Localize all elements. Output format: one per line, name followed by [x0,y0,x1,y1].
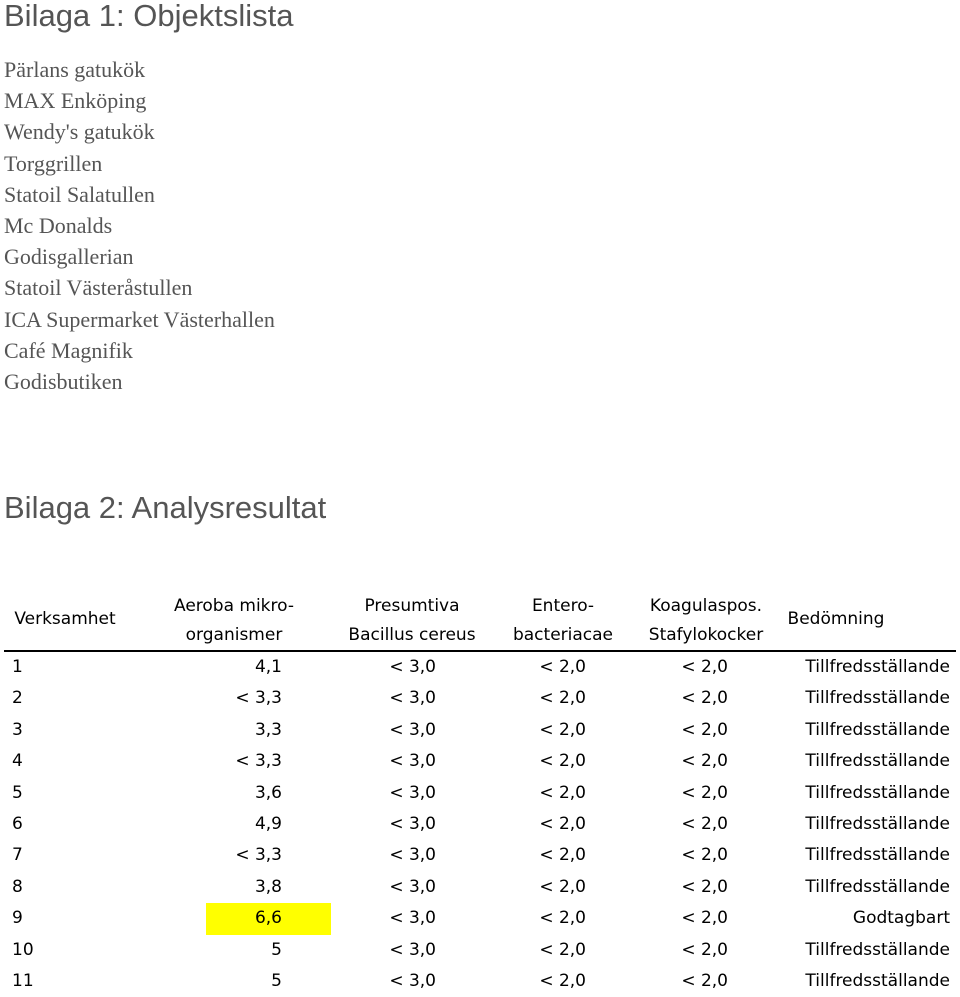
object-list [4,54,275,397]
column-header-label: Bedömning [787,609,885,629]
column-header-label: Entero- [531,596,595,616]
cell-bacillus: < 3,0 [389,782,436,803]
cell-bedomning: Godtagbart [852,908,950,929]
object-list-item: Godisbutiken [4,368,123,394]
column-header-label: Koagulaspos. [649,596,763,616]
cell-aeroba: 3,8 [254,876,282,897]
cell-bedomning: Tillfredsställande [805,845,950,866]
cell-bacillus: < 3,0 [389,719,436,740]
cell-aeroba: 3,3 [254,719,282,740]
column-header-label: Bacillus cereus [348,625,476,645]
cell-entero: < 2,0 [539,657,586,677]
object-list-item: Mc Donalds [4,212,113,238]
cell-bacillus: < 3,0 [389,908,436,929]
cell-verksamhet: 3 [12,719,23,740]
cell-stafylokocker: < 2,0 [681,908,728,929]
cell-entero: < 2,0 [539,782,586,803]
table-row [4,809,956,840]
cell-bedomning: Tillfredsställande [805,939,950,960]
cell-aeroba: 3,6 [254,782,282,803]
cell-bedomning: Tillfredsställande [805,657,950,677]
cell-bacillus: < 3,0 [389,939,436,960]
column-header-verksamhet [4,605,126,634]
table-row [4,778,956,809]
cell-stafylokocker: < 2,0 [681,939,728,960]
column-header-bacillus [334,592,490,650]
object-list-item: ICA Supermarket Västerhallen [4,306,275,332]
column-header-aeroba [154,592,314,650]
object-list-item: Statoil Västeråstullen [4,275,193,301]
cell-aeroba: < 3,3 [235,688,282,709]
cell-stafylokocker: < 2,0 [681,719,728,740]
cell-aeroba: < 3,3 [235,845,282,866]
bilaga-2-heading: Bilaga 2: Analysresultat [4,490,327,525]
table-row [4,746,956,777]
table-row [4,683,956,714]
cell-entero: < 2,0 [539,688,586,709]
column-header-entero [498,592,628,650]
cell-entero: < 2,0 [539,970,586,991]
table-row [4,652,956,683]
analysis-results-table [4,590,956,997]
cell-stafylokocker: < 2,0 [681,970,728,991]
cell-bacillus: < 3,0 [389,688,436,709]
table-row [4,903,956,934]
bilaga-1-heading: Bilaga 1: Objektslista [4,0,294,33]
table-row [4,840,956,871]
cell-entero: < 2,0 [539,719,586,740]
table-body [4,652,956,997]
cell-bacillus: < 3,0 [389,751,436,772]
column-header-label: Presumtiva [364,596,460,616]
cell-verksamhet: 8 [12,876,23,897]
table-row [4,935,956,966]
column-header-stafylokocker [632,592,780,650]
cell-entero: < 2,0 [539,939,586,960]
cell-verksamhet: 7 [12,845,23,866]
object-list-item: Wendy's gatukök [4,119,155,145]
cell-bedomning: Tillfredsställande [805,719,950,740]
cell-verksamhet: 11 [12,970,34,991]
cell-aeroba: 5 [271,970,282,991]
column-header-label: organismer [185,625,283,645]
cell-bedomning: Tillfredsställande [805,970,950,991]
object-list-item: MAX Enköping [4,88,147,114]
cell-bacillus: < 3,0 [389,657,436,677]
cell-bacillus: < 3,0 [389,813,436,834]
cell-verksamhet: 9 [12,908,23,929]
cell-verksamhet: 1 [12,657,23,677]
cell-stafylokocker: < 2,0 [681,813,728,834]
object-list-item: Torggrillen [4,150,103,176]
cell-entero: < 2,0 [539,813,586,834]
column-header-label: Aeroba mikro- [173,596,294,616]
cell-aeroba: 4,1 [254,657,282,677]
cell-aeroba: 6,6 [254,908,282,929]
cell-stafylokocker: < 2,0 [681,845,728,866]
table-row [4,872,956,903]
cell-stafylokocker: < 2,0 [681,657,728,677]
cell-verksamhet: 2 [12,688,23,709]
object-list-item: Café Magnifik [4,337,133,363]
cell-verksamhet: 6 [12,813,23,834]
cell-verksamhet: 10 [12,939,34,960]
table-header [4,590,956,652]
cell-bedomning: Tillfredsställande [805,876,950,897]
column-header-label: Verksamhet [14,609,116,629]
table-row [4,715,956,746]
cell-bacillus: < 3,0 [389,845,436,866]
cell-verksamhet: 4 [12,751,23,772]
object-list-item: Godisgallerian [4,244,134,270]
cell-bacillus: < 3,0 [389,876,436,897]
cell-stafylokocker: < 2,0 [681,688,728,709]
cell-bacillus: < 3,0 [389,970,436,991]
cell-aeroba: 4,9 [254,813,282,834]
cell-bedomning: Tillfredsställande [805,688,950,709]
cell-entero: < 2,0 [539,751,586,772]
cell-bedomning: Tillfredsställande [805,782,950,803]
cell-stafylokocker: < 2,0 [681,876,728,897]
column-header-label: Stafylokocker [648,625,764,645]
cell-bedomning: Tillfredsställande [805,751,950,772]
cell-bedomning: Tillfredsställande [805,813,950,834]
column-header-bedomning [774,605,898,634]
cell-stafylokocker: < 2,0 [681,782,728,803]
table-row [4,966,956,997]
cell-aeroba: 5 [271,939,282,960]
column-header-label: bacteriacae [512,625,614,645]
cell-aeroba: < 3,3 [235,751,282,772]
cell-entero: < 2,0 [539,908,586,929]
cell-verksamhet: 5 [12,782,23,803]
object-list-item: Statoil Salatullen [4,181,155,207]
cell-entero: < 2,0 [539,845,586,866]
cell-entero: < 2,0 [539,876,586,897]
cell-stafylokocker: < 2,0 [681,751,728,772]
object-list-item: Pärlans gatukök [4,57,146,82]
